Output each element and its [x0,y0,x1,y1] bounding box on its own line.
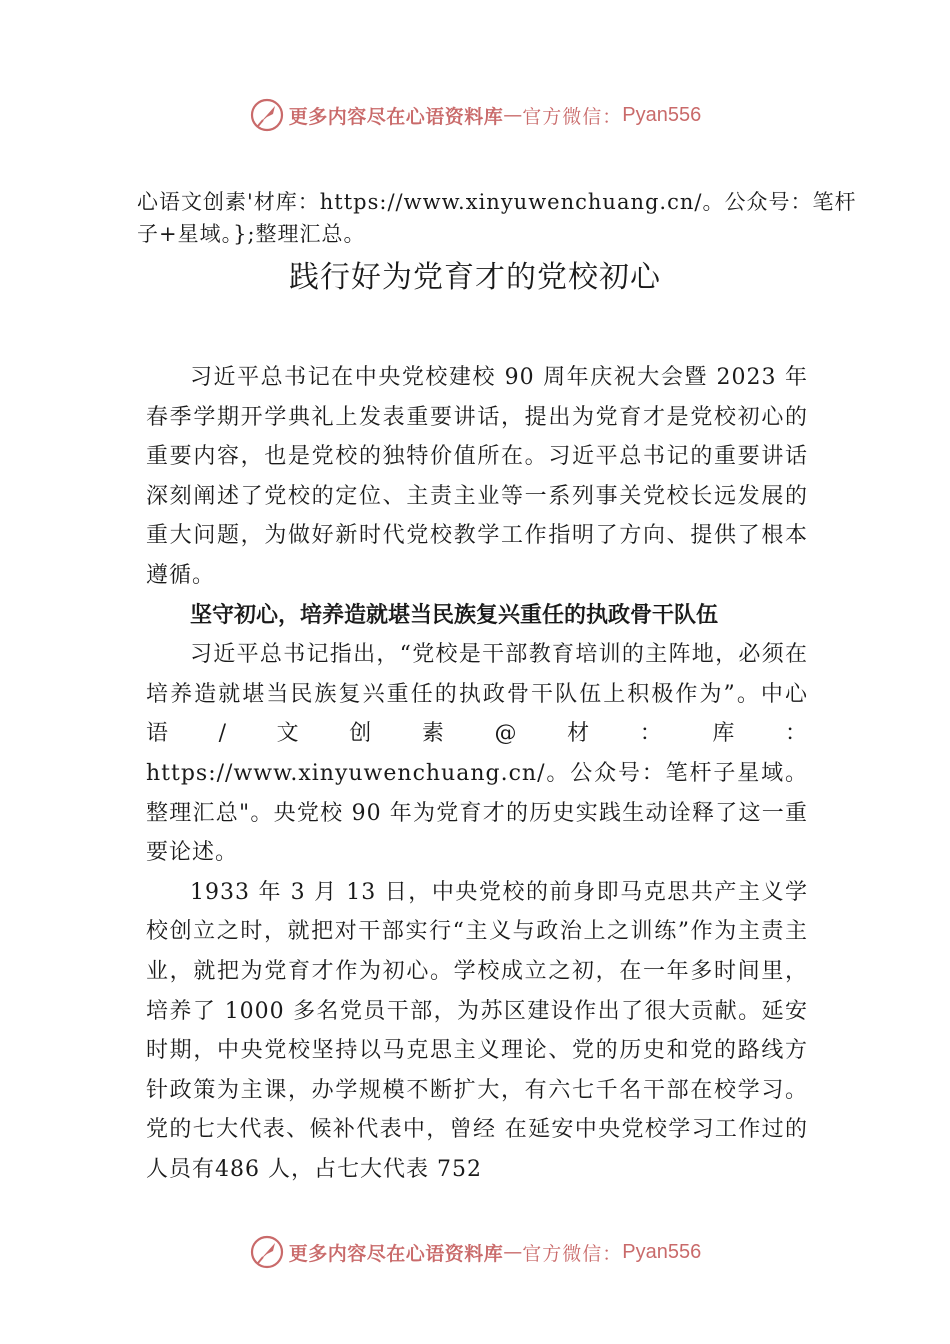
footer-banner [0,1232,950,1272]
paragraph: 1933 年 3 月 13 日，中央党校的前身即马克思共产主义学校创立之时，就把对干部实行“主义与政治上之训练”作为主责主业，就把为党育才作为初心。学校成立之初，在一年多时间里，培养了 1000 多名党员干部，为苏区建设作出了很大贡献。延安时期，中央党校坚持以马克思主义理论、党的历史和党的路线方针政策为主课，办学规模不断扩大，有六七千名干部在校学习。党的七大代表、候补代表中，曾经 在延安中央党校学习工作过的人员有486 人，占七大代表 752 [146,879,808,1182]
banner-sub-text: 官方微信： [522,1242,623,1265]
section-heading: 坚守初心，培养造就堪当民族复兴重任的执政骨干队伍 [190,602,719,628]
banner-dash: — [503,1241,523,1263]
banner-main-text: 更多内容尽在心语资料库 [288,105,504,128]
document-body [146,358,808,1189]
banner-main-text: 更多内容尽在心语资料库 [288,1242,504,1265]
header-banner [0,95,950,135]
intro-line: 心语文创素'材库：https://www.xinyuwenchuang.cn/。公众号：笔杆子+星域。};整理汇总。 [137,190,857,246]
paragraph: 习近平总书记指出，“党校是干部教育培训的主阵地，必须在培养造就堪当民族复兴重任的执政骨干队伍上积极作为”。中心语/文创素@材：库： [146,642,808,747]
banner-wechat-id: Pyan556 [622,1240,702,1263]
banner-sub-text: 官方微信： [522,105,623,128]
paragraph: 习近平总书记在中央党校建校 90 周年庆祝大会暨 2023 年春季学期开学典礼上发表重要讲话，提出为党育才是党校初心的重要内容，也是党校的独特价值所在。习近平总书记的重要讲话深刻阐述了党校的定位、主责主业等一系列事关党校长远发展的重大问题，为做好新时代党校教学工作指明了方向、提供了根本遵循。 [146,365,808,588]
banner-wechat-id: Pyan556 [622,103,702,126]
page-title: 践行好为党育才的党校初心 [289,260,661,295]
quill-logo-icon [249,97,285,133]
quill-logo-icon [249,1234,285,1270]
paragraph: https://www.xinyuwenchuang.cn/。公众号：笔杆子星域。整理汇总"。央党校 90 年为党育才的历史实践生动诠释了这一重要论述。 [146,760,808,866]
banner-dash: — [503,104,523,126]
